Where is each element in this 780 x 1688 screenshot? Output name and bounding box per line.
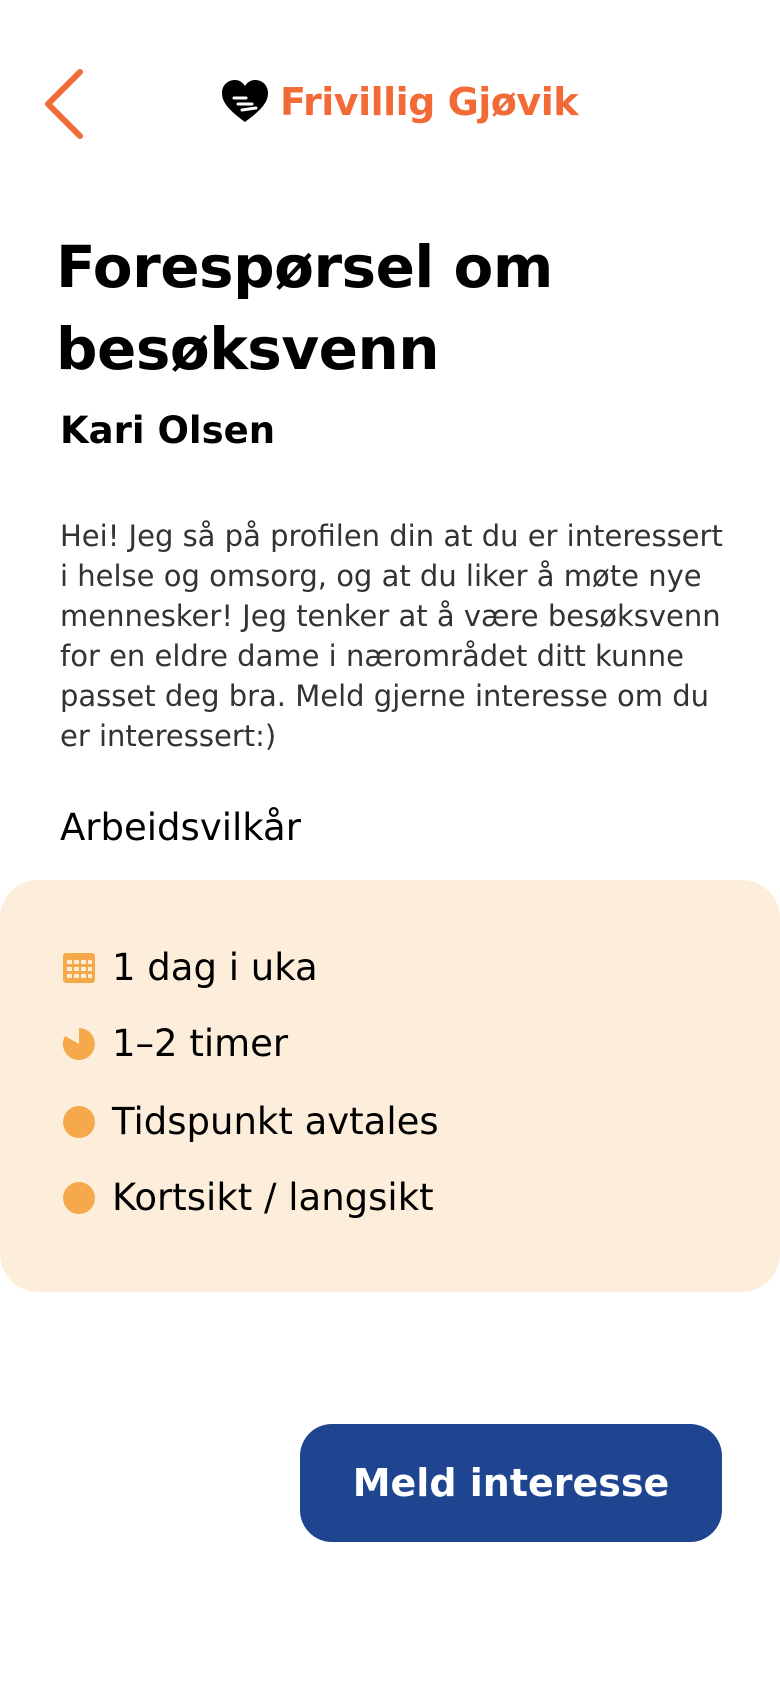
- app-header: [0, 0, 780, 200]
- chevron-left-icon: [48, 72, 80, 136]
- dot-icon: [62, 1181, 96, 1215]
- request-message: Hei! Jeg så på profilen din at du er interessert i helse og omsorg, og at du liker å møte nye mennesker! Jeg tenker at å være besøksvenn for en eldre dame i nærområdet ditt kunne passet deg bra. Meld gjerne interesse om du er interessert:): [60, 519, 723, 753]
- page-title: Forespørsel om besøksvenn: [56, 233, 553, 383]
- term-label: 1 dag i uka: [112, 946, 318, 989]
- term-schedule: [62, 1094, 439, 1150]
- dot-icon: [62, 1105, 96, 1139]
- logo-text: Frivillig Gjøvik: [280, 80, 578, 124]
- terms-heading: Arbeidsvilkår: [60, 806, 301, 849]
- term-label: Kortsikt / langsikt: [112, 1176, 434, 1219]
- term-label: Tidspunkt avtales: [112, 1100, 439, 1143]
- term-frequency: [62, 940, 318, 996]
- app-logo: [220, 74, 578, 130]
- meld-interesse-button[interactable]: Meld interesse: [300, 1424, 722, 1542]
- back-button[interactable]: [36, 64, 96, 144]
- term-period: [62, 1170, 434, 1226]
- requester-name: Kari Olsen: [60, 409, 276, 452]
- clock-pie-icon: [62, 1027, 96, 1061]
- term-duration: [62, 1016, 288, 1072]
- heart-hand-icon: [220, 78, 270, 126]
- calendar-icon: [62, 951, 96, 985]
- term-label: 1–2 timer: [112, 1022, 289, 1065]
- terms-panel: [0, 880, 780, 1292]
